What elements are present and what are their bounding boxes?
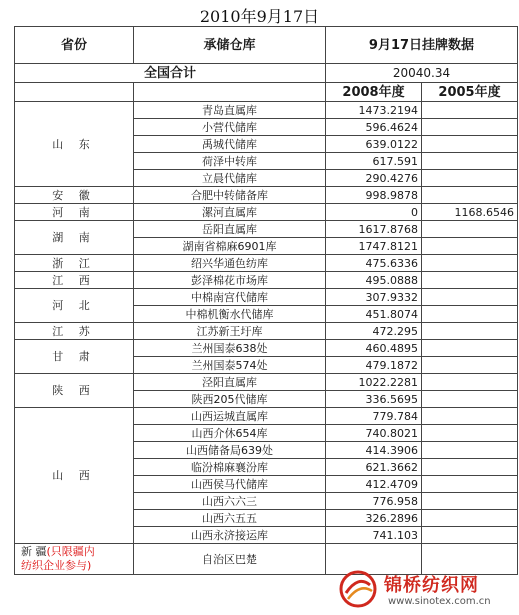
- value-2005: [422, 323, 518, 340]
- table-row: [15, 187, 518, 204]
- value-2008: 741.103: [326, 527, 422, 544]
- warehouse-cell: 兰州国泰638处: [134, 340, 326, 357]
- province-zhejiang: 浙 江: [15, 255, 134, 272]
- value-2005: [422, 459, 518, 476]
- value-2005: [422, 136, 518, 153]
- value-2005: [422, 408, 518, 425]
- warehouse-cell: 陕西205代储库: [134, 391, 326, 408]
- warehouse-cell: 小营代储库: [134, 119, 326, 136]
- table-row: [15, 204, 518, 221]
- warehouse-cell: 山西运城直属库: [134, 408, 326, 425]
- table-row: [15, 221, 518, 238]
- value-2005: [422, 119, 518, 136]
- warehouse-cell: 山西侯马代储库: [134, 476, 326, 493]
- warehouse-cell: 山西六五五: [134, 510, 326, 527]
- value-2008: 621.3662: [326, 459, 422, 476]
- value-2008: 617.591: [326, 153, 422, 170]
- warehouse-cell: 山西永济接运库: [134, 527, 326, 544]
- value-2005: [422, 255, 518, 272]
- province-hunan: 湖 南: [15, 221, 134, 255]
- value-2008: 475.6336: [326, 255, 422, 272]
- warehouse-cell: 荷泽中转库: [134, 153, 326, 170]
- value-2008: 639.0122: [326, 136, 422, 153]
- table-row: [15, 323, 518, 340]
- province-shanxi: 山 西: [15, 408, 134, 544]
- value-2008: 776.958: [326, 493, 422, 510]
- province-hebei: 河 北: [15, 289, 134, 323]
- value-2008: 740.8021: [326, 425, 422, 442]
- year-row: [15, 83, 518, 102]
- province-gansu: 甘 肃: [15, 340, 134, 374]
- total-label: 全国合计: [15, 64, 326, 83]
- value-2008: 290.4276: [326, 170, 422, 187]
- warehouse-cell: 中棉南宫代储库: [134, 289, 326, 306]
- province-jiangxi: 江 西: [15, 272, 134, 289]
- value-2008: 414.3906: [326, 442, 422, 459]
- value-2008: 472.295: [326, 323, 422, 340]
- warehouse-cell: 禹城代储库: [134, 136, 326, 153]
- warehouse-cell: 山西六六三: [134, 493, 326, 510]
- listing-table: [14, 26, 518, 575]
- watermark-url: www.sinotex.com.cn: [388, 596, 491, 607]
- warehouse-cell: 立晨代储库: [134, 170, 326, 187]
- xinjiang-name: 新 疆: [21, 545, 47, 558]
- value-2008: 412.4709: [326, 476, 422, 493]
- value-2005: [422, 527, 518, 544]
- value-2008: 326.2896: [326, 510, 422, 527]
- value-2008: 307.9332: [326, 289, 422, 306]
- value-2005: [422, 289, 518, 306]
- value-2008: 0: [326, 204, 422, 221]
- value-2005: [422, 357, 518, 374]
- value-2008: 1022.2281: [326, 374, 422, 391]
- table-row: [15, 272, 518, 289]
- province-henan: 河 南: [15, 204, 134, 221]
- warehouse-cell: 青岛直属库: [134, 102, 326, 119]
- province-xinjiang: [15, 544, 134, 575]
- value-2005: [422, 442, 518, 459]
- province-anhui: 安 徽: [15, 187, 134, 204]
- table-row: [15, 408, 518, 425]
- province-jiangsu: 江 苏: [15, 323, 134, 340]
- value-2008: 1617.8768: [326, 221, 422, 238]
- year-blank: [134, 83, 326, 102]
- total-value: 20040.34: [326, 64, 518, 83]
- xinjiang-note-2: 纺织企业参与): [21, 559, 92, 572]
- year-blank: [15, 83, 134, 102]
- value-2005: [422, 170, 518, 187]
- value-2005: [422, 510, 518, 527]
- watermark: [338, 569, 513, 613]
- province-shandong: 山 东: [15, 102, 134, 187]
- value-2008: 495.0888: [326, 272, 422, 289]
- value-2005: [422, 187, 518, 204]
- value-2008: 460.4895: [326, 340, 422, 357]
- table-row: [15, 340, 518, 357]
- warehouse-cell: 自治区巴楚: [134, 544, 326, 575]
- value-2005: [422, 476, 518, 493]
- table-row: [15, 255, 518, 272]
- warehouse-cell: 绍兴华通色纺库: [134, 255, 326, 272]
- table-row: [15, 289, 518, 306]
- warehouse-cell: 临汾棉麻襄汾库: [134, 459, 326, 476]
- header-warehouse: 承储仓库: [134, 27, 326, 64]
- page-title: 2010年9月17日: [199, 7, 320, 26]
- value-2008: 1747.8121: [326, 238, 422, 255]
- xinjiang-note: (只限疆内: [46, 545, 95, 558]
- warehouse-cell: 江苏新王圩库: [134, 323, 326, 340]
- header-province: 省份: [15, 27, 134, 64]
- warehouse-cell: 兰州国泰574处: [134, 357, 326, 374]
- year-2008: 2008年度: [326, 83, 422, 102]
- sinotex-logo-icon: [338, 569, 378, 609]
- header-listing: 9月17日挂牌数据: [326, 27, 518, 64]
- warehouse-cell: 山西介休654库: [134, 425, 326, 442]
- year-2005: 2005年度: [422, 83, 518, 102]
- header-row: [15, 27, 518, 64]
- value-2008: 596.4624: [326, 119, 422, 136]
- value-2005: [422, 238, 518, 255]
- value-2008: 336.5695: [326, 391, 422, 408]
- value-2008: 779.784: [326, 408, 422, 425]
- value-2008: 998.9878: [326, 187, 422, 204]
- value-2005: [422, 391, 518, 408]
- value-2005: [422, 306, 518, 323]
- table-row: [15, 374, 518, 391]
- value-2008: 479.1872: [326, 357, 422, 374]
- total-row: [15, 64, 518, 83]
- warehouse-cell: 中棉机衡水代储库: [134, 306, 326, 323]
- value-2008: 1473.2194: [326, 102, 422, 119]
- warehouse-cell: 湖南省棉麻6901库: [134, 238, 326, 255]
- value-2005: [422, 374, 518, 391]
- value-2005: 1168.6546: [422, 204, 518, 221]
- warehouse-cell: 漯河直属库: [134, 204, 326, 221]
- warehouse-cell: 泾阳直属库: [134, 374, 326, 391]
- value-2005: [422, 272, 518, 289]
- warehouse-cell: 岳阳直属库: [134, 221, 326, 238]
- warehouse-cell: 山西储备局639处: [134, 442, 326, 459]
- value-2005: [422, 153, 518, 170]
- watermark-name: 锦桥纺织网: [384, 575, 479, 596]
- warehouse-cell: 彭泽棉花市场库: [134, 272, 326, 289]
- warehouse-cell: 合肥中转储备库: [134, 187, 326, 204]
- table-row: [15, 102, 518, 119]
- value-2005: [422, 493, 518, 510]
- province-shaanxi: 陕 西: [15, 374, 134, 408]
- value-2005: [422, 221, 518, 238]
- value-2005: [422, 340, 518, 357]
- value-2005: [422, 102, 518, 119]
- value-2008: 451.8074: [326, 306, 422, 323]
- value-2005: [422, 425, 518, 442]
